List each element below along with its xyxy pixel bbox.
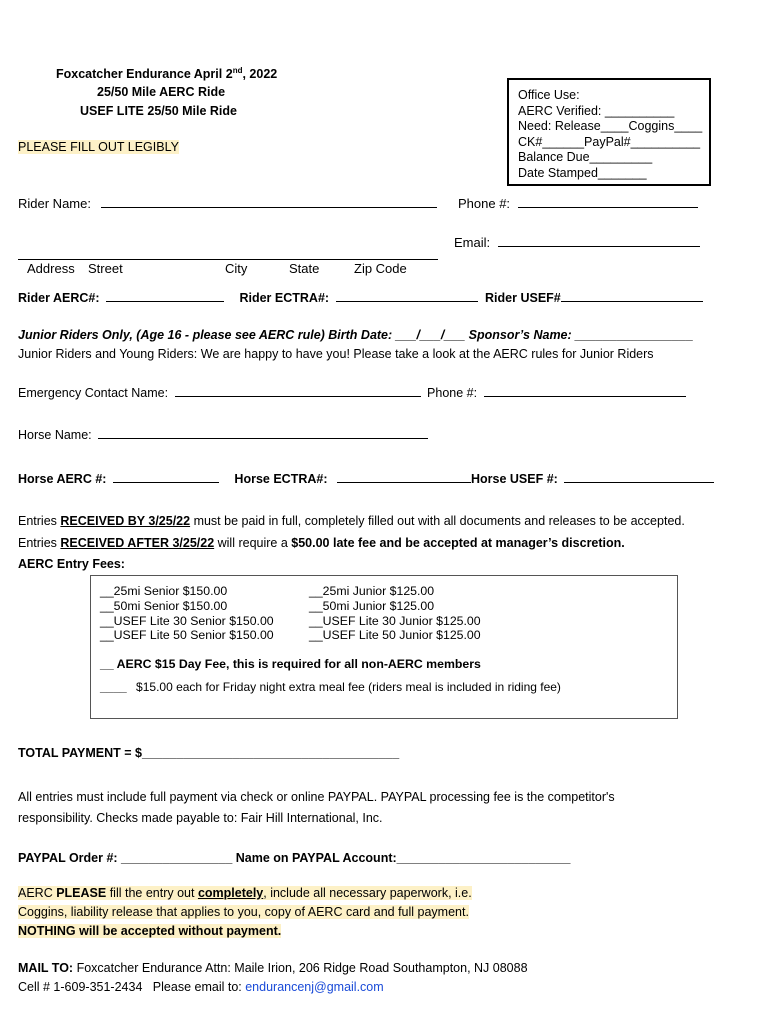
fee-option[interactable]: __USEF Lite 30 Senior $150.00	[100, 613, 274, 628]
rider-ectra-field[interactable]	[336, 300, 478, 302]
rider-phone-label: Phone #:	[458, 196, 511, 211]
meal-fee-text: $15.00 each for Friday night extra meal fee (riders meal is included in riding fee)	[136, 680, 561, 694]
city-caption: City	[225, 261, 248, 276]
fee-option[interactable]: __25mi Senior $150.00	[100, 584, 228, 598]
entries-text: Entries	[18, 514, 61, 528]
emergency-phone-label: Phone #:	[427, 386, 478, 400]
horse-usef-label: Horse USEF #:	[470, 472, 558, 486]
emergency-phone-field[interactable]	[484, 395, 686, 397]
horse-aerc-field[interactable]	[113, 481, 219, 483]
entry-fees-heading: AERC Entry Fees:	[18, 557, 125, 571]
fee-option[interactable]: __USEF Lite 50 Junior $125.00	[309, 628, 481, 643]
rider-phone-field[interactable]	[518, 206, 698, 208]
rider-email-label: Email:	[454, 235, 491, 250]
entries-late-deadline: RECEIVED AFTER 3/25/22	[60, 536, 215, 550]
address-caption: Address	[27, 261, 75, 276]
mail-address: Foxcatcher Endurance Attn: Maile Irion, 206 Ridge Road Southampton, NJ 08088	[73, 961, 528, 975]
rider-email-field[interactable]	[498, 245, 700, 247]
total-payment-line[interactable]: TOTAL PAYMENT = $_____________________________________	[18, 746, 400, 760]
entry-fees-box	[90, 575, 678, 719]
meal-fee-row	[100, 680, 561, 694]
junior-riders-line: Junior Riders Only, (Age 16 - please see AERC rule) Birth Date: ___/___/___ Sponsor’s Name: _________________	[18, 328, 694, 342]
entries-deadline: RECEIVED BY 3/25/22	[60, 514, 191, 528]
paypal-order-line[interactable]: PAYPAL Order #: ________________ Name on PAYPAL Account:_________________________	[18, 851, 571, 865]
notice-line1	[18, 886, 472, 900]
street-caption: Street	[88, 261, 123, 276]
notice-line2: Coggins, liability release that applies to you, copy of AERC card and full payment.	[18, 905, 469, 919]
cell-phone: Cell # 1-609-351-2434 Please email to:	[18, 980, 246, 994]
legibly-notice: PLEASE FILL OUT LEGIBLY	[18, 140, 179, 154]
rider-aerc-field[interactable]	[106, 300, 224, 302]
horse-ectra-label: Horse ECTRA#:	[234, 472, 328, 486]
office-line: Office Use:	[518, 88, 580, 102]
horse-usef-field[interactable]	[564, 481, 714, 483]
rider-ids-row	[18, 291, 703, 305]
rider-usef-field[interactable]	[561, 300, 703, 302]
email-link[interactable]: endurancenj@gmail.com	[245, 980, 384, 994]
fee-option[interactable]: __USEF Lite 50 Senior $150.00	[100, 628, 274, 643]
office-line: Balance Due_________	[518, 150, 653, 165]
emergency-name-label: Emergency Contact Name:	[18, 386, 169, 400]
state-caption: State	[289, 261, 320, 276]
fee-option[interactable]: __USEF Lite 30 Junior $125.00	[309, 613, 481, 628]
title-year: , 2022	[242, 67, 278, 82]
rider-phone-row	[458, 196, 698, 211]
rider-name-label: Rider Name:	[18, 196, 91, 211]
mail-to-line	[18, 961, 528, 975]
senior-fees-column	[100, 584, 274, 643]
title-sup: nd	[232, 66, 243, 75]
title-text: Foxcatcher Endurance April 2	[56, 67, 233, 82]
rider-name-field[interactable]	[101, 206, 437, 208]
office-line: Date Stamped_______	[518, 165, 647, 180]
form-title-line2: 25/50 Mile AERC Ride	[97, 85, 226, 99]
entries-late-line	[18, 536, 625, 550]
rider-name-row	[18, 196, 437, 211]
fee-option[interactable]: __25mi Junior $125.00	[309, 584, 435, 598]
mail-to-label: MAIL TO:	[18, 961, 74, 975]
form-title-line1	[56, 66, 277, 81]
entries-text: will require a	[214, 536, 292, 550]
zip-caption: Zip Code	[354, 261, 407, 276]
notice-completely: completely	[197, 886, 264, 900]
late-fee-text: $50.00 late fee and be accepted at manager’s discretion.	[291, 536, 625, 550]
horse-ids-row	[18, 472, 714, 486]
notice-text: , include all necessary paperwork, i.e.	[263, 886, 472, 900]
meal-fee-blank[interactable]: ____	[100, 680, 127, 694]
fee-option[interactable]: __50mi Senior $150.00	[100, 598, 228, 613]
emergency-contact-row	[18, 386, 686, 400]
payment-note-line1: All entries must include full payment via check or online PAYPAL. PAYPAL processing fee is the competitor's	[18, 790, 615, 804]
fee-option[interactable]: __50mi Junior $125.00	[309, 598, 435, 613]
horse-name-field[interactable]	[98, 437, 428, 439]
office-line: CK#______PayPal#__________	[518, 134, 701, 149]
emergency-name-field[interactable]	[175, 395, 421, 397]
notice-text: AERC	[18, 886, 57, 900]
address-field[interactable]	[18, 258, 438, 260]
day-fee-option[interactable]: __ AERC $15 Day Fee, this is required for all non-AERC members	[100, 657, 481, 671]
entries-text: Entries	[18, 536, 61, 550]
horse-name-label: Horse Name:	[18, 428, 92, 442]
notice-please: PLEASE	[56, 886, 107, 900]
junior-riders-note: Junior Riders and Young Riders: We are happy to have you! Please take a look at the AERC rules for Junior Riders	[18, 347, 654, 361]
contact-line	[18, 980, 384, 994]
office-use-box	[507, 78, 711, 186]
office-line: Need: Release____Coggins____	[518, 119, 703, 134]
rider-usef-label: Rider USEF#	[485, 291, 561, 305]
notice-line3: NOTHING will be accepted without payment.	[18, 924, 282, 938]
rider-aerc-label: Rider AERC#:	[18, 291, 100, 305]
notice-text: fill the entry out	[106, 886, 198, 900]
entries-text: must be paid in full, completely filled out with all documents and releases to be accepted.	[190, 514, 685, 528]
office-line: AERC Verified: __________	[518, 103, 675, 118]
horse-ectra-field[interactable]	[337, 481, 471, 483]
horse-aerc-label: Horse AERC #:	[18, 472, 107, 486]
entries-deadline-line	[18, 514, 685, 528]
rider-ectra-label: Rider ECTRA#:	[239, 291, 330, 305]
form-title-line3: USEF LITE 25/50 Mile Ride	[80, 104, 237, 118]
junior-fees-column	[309, 584, 481, 643]
payment-note-line2: responsibility. Checks made payable to: Fair Hill International, Inc.	[18, 811, 383, 825]
rider-email-row	[454, 235, 700, 250]
horse-name-row	[18, 428, 428, 442]
